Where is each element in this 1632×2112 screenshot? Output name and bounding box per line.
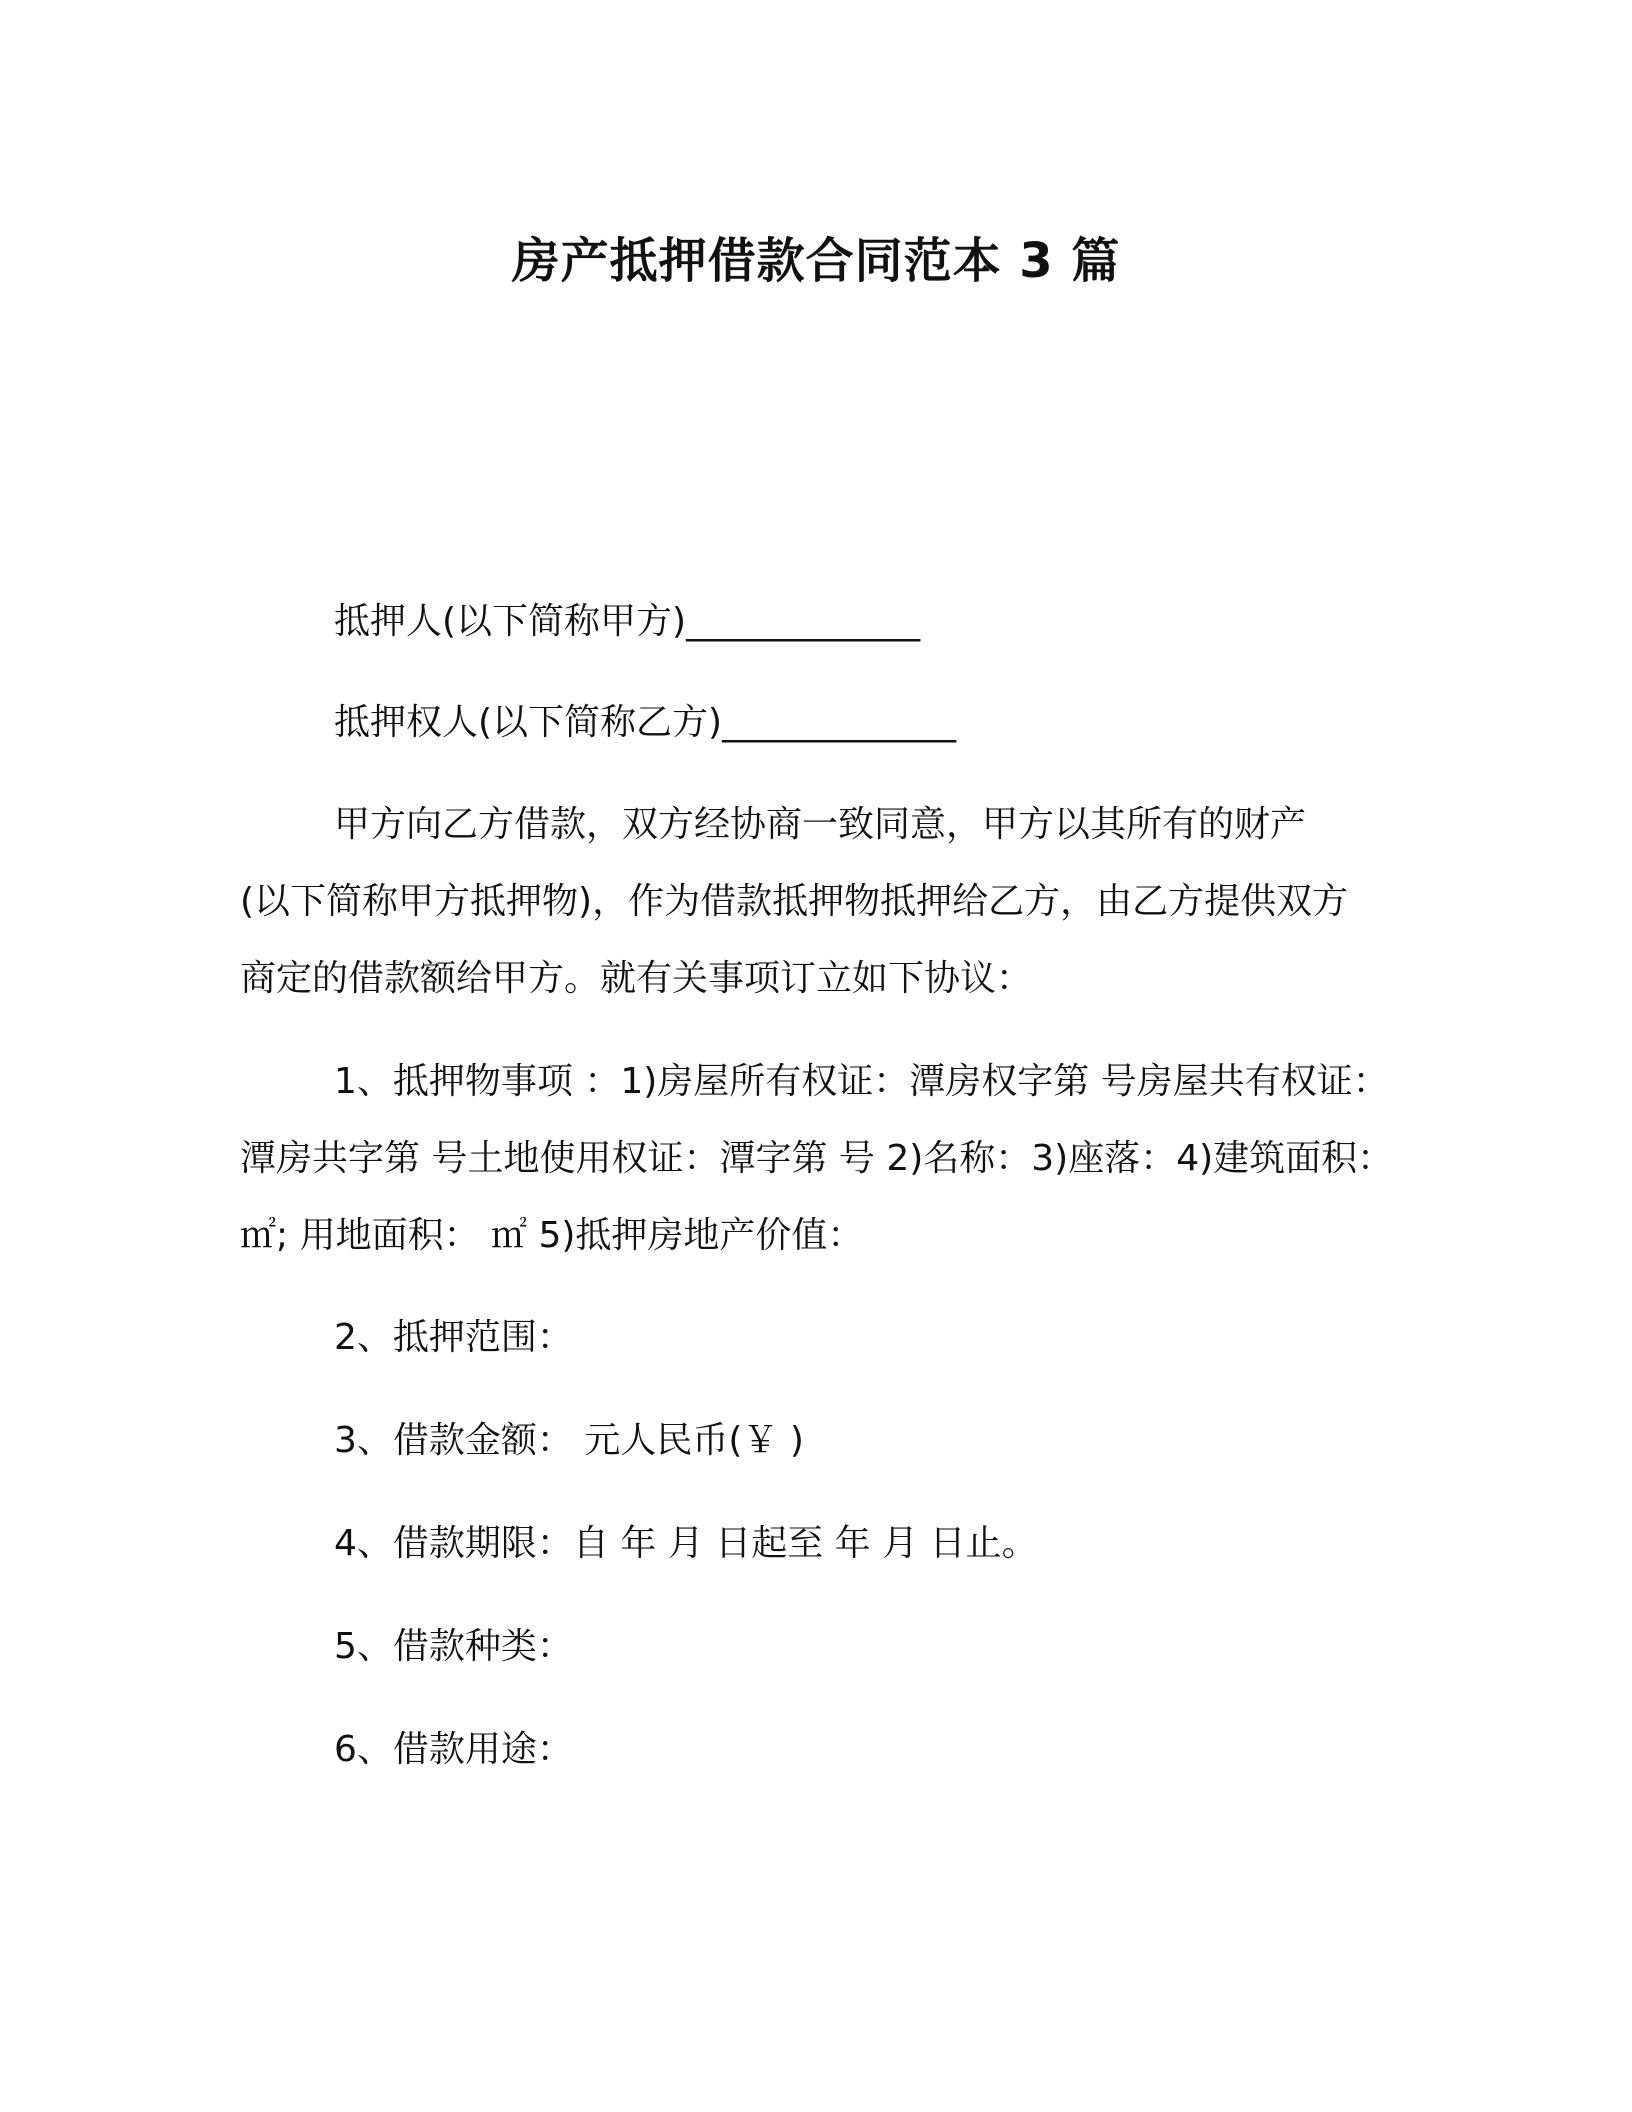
clause-2: 2、抵押范围： [334,1317,573,1358]
mortgagor-line: 抵押人(以下简称甲方)_____________ [334,601,921,642]
clause-3: 3、借款金额： 元人民币(￥ ) [334,1420,804,1461]
clause-1-line-3: ㎡; 用地面积： ㎡ 5)抵押房地产价值： [240,1215,864,1256]
document-title: 房产抵押借款合同范本 3 篇 [511,233,1121,289]
clause-1-line-1: 1、抵押物事项 ：1)房屋所有权证：潭房权字第 号房屋共有权证： [334,1061,1389,1102]
intro-paragraph-line-2: (以下简称甲方抵押物)，作为借款抵押物抵押给乙方，由乙方提供双方 [240,881,1349,922]
intro-paragraph-line-1: 甲方向乙方借款，双方经协商一致同意，甲方以其所有的财产 [334,804,1307,845]
clause-5: 5、借款种类： [334,1626,573,1667]
intro-paragraph-line-3: 商定的借款额给甲方。就有关事项订立如下协议： [240,958,1033,999]
clause-6: 6、借款用途： [334,1729,573,1770]
clause-1-line-2: 潭房共字第 号土地使用权证：潭字第 号 2)名称：3)座落：4)建筑面积： [240,1138,1394,1179]
clause-4: 4、借款期限：自 年 月 日起至 年 月 日止。 [334,1523,1038,1564]
mortgagee-line: 抵押权人(以下简称乙方)_____________ [334,702,957,743]
